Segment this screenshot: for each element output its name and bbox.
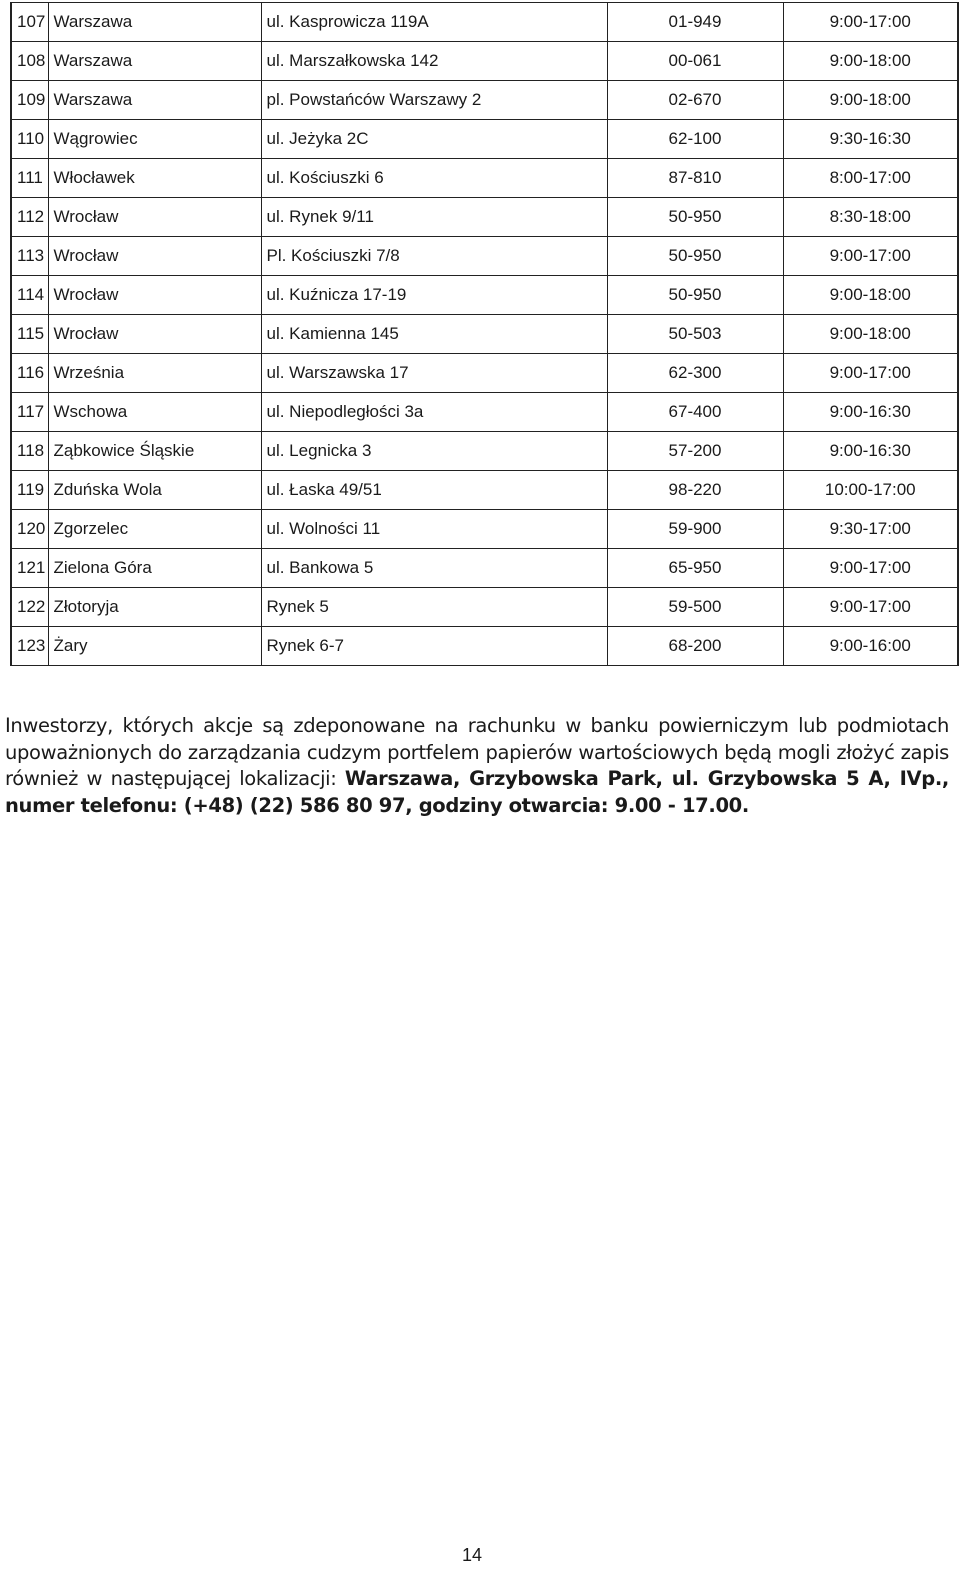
cell-opening-hours: 9:00-18:00 — [783, 81, 958, 120]
cell-address: Pl. Kościuszki 7/8 — [261, 237, 607, 276]
cell-postal-code: 01-949 — [607, 3, 783, 42]
cell-number: 123 — [11, 627, 48, 666]
table-row — [11, 354, 958, 393]
cell-postal-code: 98-220 — [607, 471, 783, 510]
cell-opening-hours: 9:00-17:00 — [783, 354, 958, 393]
table-row — [11, 510, 958, 549]
table-row — [11, 42, 958, 81]
cell-number: 109 — [11, 81, 48, 120]
cell-city: Włocławek — [48, 159, 261, 198]
cell-address: ul. Kuźnicza 17-19 — [261, 276, 607, 315]
branch-table-body — [11, 3, 958, 666]
cell-number: 121 — [11, 549, 48, 588]
table-row — [11, 3, 958, 42]
cell-city: Ząbkowice Śląskie — [48, 432, 261, 471]
cell-opening-hours: 9:00-18:00 — [783, 276, 958, 315]
cell-city: Żary — [48, 627, 261, 666]
notice-text: Inwestorzy, których akcje są zdeponowane na rachunku w banku powierniczym lub podmiotach upoważnionych do zarządzania cudzym portfelem papierów wartościowych będą mogli złożyć zapis również w następującej lokalizacji: — [5, 714, 949, 790]
cell-number: 117 — [11, 393, 48, 432]
cell-number: 108 — [11, 42, 48, 81]
cell-opening-hours: 9:00-17:00 — [783, 549, 958, 588]
table-row — [11, 627, 958, 666]
branch-table — [10, 2, 959, 666]
cell-address: ul. Marszałkowska 142 — [261, 42, 607, 81]
cell-number: 113 — [11, 237, 48, 276]
cell-number: 118 — [11, 432, 48, 471]
cell-number: 119 — [11, 471, 48, 510]
table-row — [11, 315, 958, 354]
cell-postal-code: 68-200 — [607, 627, 783, 666]
table-row — [11, 471, 958, 510]
cell-city: Warszawa — [48, 3, 261, 42]
cell-postal-code: 50-950 — [607, 198, 783, 237]
cell-opening-hours: 8:30-18:00 — [783, 198, 958, 237]
cell-address: ul. Rynek 9/11 — [261, 198, 607, 237]
cell-postal-code: 59-500 — [607, 588, 783, 627]
cell-address: ul. Warszawska 17 — [261, 354, 607, 393]
cell-city: Warszawa — [48, 81, 261, 120]
cell-number: 120 — [11, 510, 48, 549]
cell-opening-hours: 9:00-16:00 — [783, 627, 958, 666]
cell-opening-hours: 10:00-17:00 — [783, 471, 958, 510]
cell-city: Zgorzelec — [48, 510, 261, 549]
cell-opening-hours: 9:00-18:00 — [783, 315, 958, 354]
table-row — [11, 81, 958, 120]
table-row — [11, 588, 958, 627]
cell-address: Rynek 6-7 — [261, 627, 607, 666]
cell-address: ul. Kasprowicza 119A — [261, 3, 607, 42]
page-number: 14 — [461, 1545, 483, 1565]
cell-address: ul. Kamienna 145 — [261, 315, 607, 354]
cell-address: ul. Łaska 49/51 — [261, 471, 607, 510]
cell-address: pl. Powstańców Warszawy 2 — [261, 81, 607, 120]
cell-city: Zielona Góra — [48, 549, 261, 588]
table-row — [11, 549, 958, 588]
cell-postal-code: 02-670 — [607, 81, 783, 120]
cell-opening-hours: 9:00-18:00 — [783, 42, 958, 81]
cell-city: Wrocław — [48, 315, 261, 354]
notice-contact: , numer telefonu: (+48) (22) 586 80 97, godziny otwarcia: 9.00 - 17.00. — [5, 767, 949, 817]
cell-opening-hours: 9:00-16:30 — [783, 432, 958, 471]
cell-city: Wrocław — [48, 198, 261, 237]
cell-postal-code: 67-400 — [607, 393, 783, 432]
cell-address: ul. Legnicka 3 — [261, 432, 607, 471]
cell-postal-code: 50-503 — [607, 315, 783, 354]
cell-opening-hours: 9:30-17:00 — [783, 510, 958, 549]
cell-address: ul. Wolności 11 — [261, 510, 607, 549]
cell-number: 115 — [11, 315, 48, 354]
cell-number: 122 — [11, 588, 48, 627]
table-row — [11, 198, 958, 237]
cell-postal-code: 50-950 — [607, 237, 783, 276]
cell-city: Zduńska Wola — [48, 471, 261, 510]
cell-number: 112 — [11, 198, 48, 237]
cell-opening-hours: 9:00-17:00 — [783, 588, 958, 627]
cell-city: Warszawa — [48, 42, 261, 81]
cell-opening-hours: 9:30-16:30 — [783, 120, 958, 159]
cell-number: 111 — [11, 159, 48, 198]
cell-postal-code: 50-950 — [607, 276, 783, 315]
table-row — [11, 432, 958, 471]
cell-address: ul. Kościuszki 6 — [261, 159, 607, 198]
cell-city: Września — [48, 354, 261, 393]
table-row — [11, 159, 958, 198]
subscription-location-notice — [5, 713, 949, 819]
cell-postal-code: 59-900 — [607, 510, 783, 549]
cell-city: Wrocław — [48, 237, 261, 276]
cell-opening-hours: 9:00-16:30 — [783, 393, 958, 432]
cell-city: Złotoryja — [48, 588, 261, 627]
cell-address: ul. Jeżyka 2C — [261, 120, 607, 159]
cell-number: 114 — [11, 276, 48, 315]
cell-opening-hours: 9:00-17:00 — [783, 237, 958, 276]
cell-postal-code: 87-810 — [607, 159, 783, 198]
cell-opening-hours: 8:00-17:00 — [783, 159, 958, 198]
cell-postal-code: 62-100 — [607, 120, 783, 159]
cell-number: 107 — [11, 3, 48, 42]
notice-location: Warszawa, Grzybowska Park, ul. Grzybowska 5 A, IVp. — [344, 767, 942, 790]
cell-opening-hours: 9:00-17:00 — [783, 3, 958, 42]
table-row — [11, 120, 958, 159]
cell-city: Wągrowiec — [48, 120, 261, 159]
cell-number: 116 — [11, 354, 48, 393]
cell-address: Rynek 5 — [261, 588, 607, 627]
table-row — [11, 237, 958, 276]
cell-address: ul. Niepodległości 3a — [261, 393, 607, 432]
cell-postal-code: 00-061 — [607, 42, 783, 81]
cell-postal-code: 57-200 — [607, 432, 783, 471]
table-row — [11, 393, 958, 432]
cell-city: Wrocław — [48, 276, 261, 315]
cell-city: Wschowa — [48, 393, 261, 432]
cell-postal-code: 62-300 — [607, 354, 783, 393]
cell-number: 110 — [11, 120, 48, 159]
table-row — [11, 276, 958, 315]
cell-postal-code: 65-950 — [607, 549, 783, 588]
cell-address: ul. Bankowa 5 — [261, 549, 607, 588]
